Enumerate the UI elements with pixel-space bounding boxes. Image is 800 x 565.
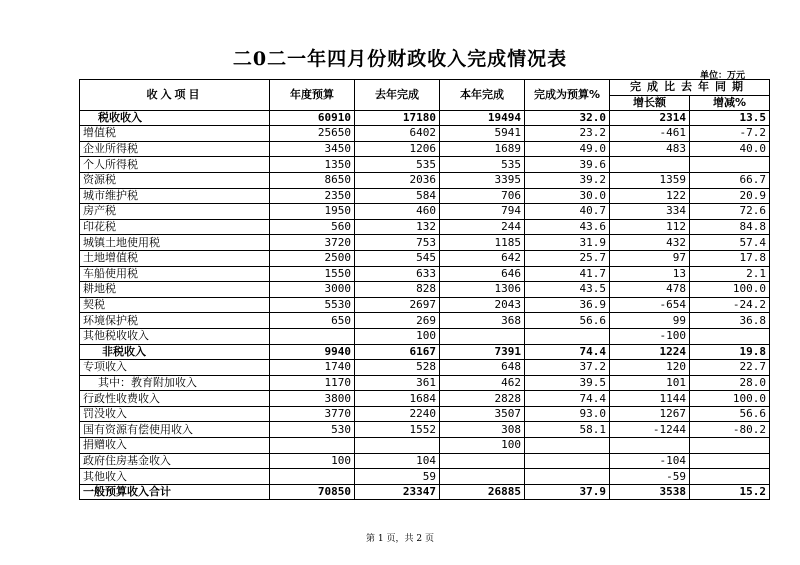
cell-pct-budget: 37.2: [525, 360, 610, 376]
cell-pct-budget: 74.4: [525, 391, 610, 407]
cell-increase: [610, 157, 690, 173]
row-item-name: 税收收入: [80, 110, 270, 126]
cell-budget: 3450: [270, 141, 355, 157]
table-row: [80, 204, 770, 220]
cell-increase-pct: [690, 438, 770, 454]
cell-pct-budget: 40.7: [525, 204, 610, 220]
cell-this-year: 462: [440, 375, 525, 391]
cell-pct-budget: 74.4: [525, 344, 610, 360]
cell-budget: 1950: [270, 204, 355, 220]
cell-last-year: 545: [355, 250, 440, 266]
cell-budget: 3770: [270, 406, 355, 422]
cell-increase-pct: 84.8: [690, 219, 770, 235]
table-row: [80, 188, 770, 204]
cell-pct-budget: [525, 438, 610, 454]
cell-last-year: 132: [355, 219, 440, 235]
table-row: [80, 328, 770, 344]
cell-pct-budget: 43.6: [525, 219, 610, 235]
row-item-name: 非税收入: [80, 344, 270, 360]
cell-last-year: 23347: [355, 484, 440, 500]
row-item-name: 环境保护税: [80, 313, 270, 329]
header-this-year: 本年完成: [440, 80, 525, 111]
table-row: [80, 344, 770, 360]
cell-increase: 1144: [610, 391, 690, 407]
cell-budget: [270, 469, 355, 485]
cell-budget: 9940: [270, 344, 355, 360]
cell-increase: -100: [610, 328, 690, 344]
cell-last-year: 17180: [355, 110, 440, 126]
cell-last-year: 6167: [355, 344, 440, 360]
row-item-name: 行政性收费收入: [80, 391, 270, 407]
cell-pct-budget: 49.0: [525, 141, 610, 157]
cell-pct-budget: [525, 469, 610, 485]
cell-this-year: 3395: [440, 172, 525, 188]
cell-increase: 1359: [610, 172, 690, 188]
row-item-name: 增值税: [80, 126, 270, 142]
cell-this-year: 19494: [440, 110, 525, 126]
cell-increase: 1267: [610, 406, 690, 422]
cell-increase: 1224: [610, 344, 690, 360]
row-item-name: 企业所得税: [80, 141, 270, 157]
cell-last-year: 753: [355, 235, 440, 251]
cell-increase-pct: 15.2: [690, 484, 770, 500]
cell-this-year: 308: [440, 422, 525, 438]
row-item-name: 契税: [80, 297, 270, 313]
cell-pct-budget: 31.9: [525, 235, 610, 251]
cell-pct-budget: 32.0: [525, 110, 610, 126]
cell-increase-pct: -7.2: [690, 126, 770, 142]
cell-last-year: 460: [355, 204, 440, 220]
row-item-name: 耕地税: [80, 282, 270, 298]
cell-pct-budget: [525, 453, 610, 469]
cell-this-year: 794: [440, 204, 525, 220]
table-row: [80, 235, 770, 251]
row-item-name: 国有资源有偿使用收入: [80, 422, 270, 438]
cell-last-year: 828: [355, 282, 440, 298]
cell-budget: 1350: [270, 157, 355, 173]
row-item-name: 土地增值税: [80, 250, 270, 266]
cell-increase-pct: 40.0: [690, 141, 770, 157]
row-item-name: 城镇土地使用税: [80, 235, 270, 251]
cell-increase-pct: -24.2: [690, 297, 770, 313]
cell-last-year: 584: [355, 188, 440, 204]
header-item: 收入项目: [80, 80, 270, 111]
cell-increase-pct: [690, 453, 770, 469]
cell-pct-budget: 58.1: [525, 422, 610, 438]
cell-this-year: 7391: [440, 344, 525, 360]
table-row: [80, 438, 770, 454]
cell-budget: 1740: [270, 360, 355, 376]
page-footer: 第 1 页，共 2 页: [366, 534, 434, 544]
cell-increase: 101: [610, 375, 690, 391]
cell-increase: 478: [610, 282, 690, 298]
cell-last-year: 2240: [355, 406, 440, 422]
cell-this-year: 3507: [440, 406, 525, 422]
cell-last-year: 100: [355, 328, 440, 344]
cell-this-year: 535: [440, 157, 525, 173]
cell-increase-pct: 2.1: [690, 266, 770, 282]
cell-budget: [270, 328, 355, 344]
table-row: [80, 219, 770, 235]
cell-last-year: 1552: [355, 422, 440, 438]
row-item-name: 城市维护税: [80, 188, 270, 204]
header-increase: 增长额: [610, 95, 690, 110]
cell-increase-pct: 72.6: [690, 204, 770, 220]
cell-budget: 650: [270, 313, 355, 329]
table-row: [80, 297, 770, 313]
cell-budget: 1170: [270, 375, 355, 391]
cell-last-year: 6402: [355, 126, 440, 142]
cell-this-year: 1689: [440, 141, 525, 157]
cell-increase-pct: 100.0: [690, 391, 770, 407]
cell-increase: 334: [610, 204, 690, 220]
cell-increase-pct: -80.2: [690, 422, 770, 438]
cell-increase: -104: [610, 453, 690, 469]
cell-pct-budget: 41.7: [525, 266, 610, 282]
cell-budget: 2350: [270, 188, 355, 204]
cell-increase: 97: [610, 250, 690, 266]
row-item-name: 罚没收入: [80, 406, 270, 422]
cell-increase: 120: [610, 360, 690, 376]
cell-budget: 70850: [270, 484, 355, 500]
cell-increase-pct: [690, 328, 770, 344]
revenue-table: [79, 79, 770, 500]
table-row: [80, 110, 770, 126]
table-row: [80, 453, 770, 469]
cell-this-year: 100: [440, 438, 525, 454]
cell-increase-pct: 20.9: [690, 188, 770, 204]
row-item-name: 房产税: [80, 204, 270, 220]
table-row: [80, 484, 770, 500]
cell-pct-budget: 30.0: [525, 188, 610, 204]
cell-pct-budget: 23.2: [525, 126, 610, 142]
cell-pct-budget: [525, 328, 610, 344]
cell-this-year: 5941: [440, 126, 525, 142]
cell-this-year: [440, 469, 525, 485]
table-row: [80, 406, 770, 422]
cell-last-year: 633: [355, 266, 440, 282]
row-item-name: 车船使用税: [80, 266, 270, 282]
row-item-name: 其他收入: [80, 469, 270, 485]
table-row: [80, 282, 770, 298]
cell-pct-budget: 93.0: [525, 406, 610, 422]
cell-last-year: 361: [355, 375, 440, 391]
cell-last-year: [355, 438, 440, 454]
table-row: [80, 375, 770, 391]
cell-this-year: 648: [440, 360, 525, 376]
cell-increase-pct: 100.0: [690, 282, 770, 298]
cell-increase: -59: [610, 469, 690, 485]
table-row: [80, 266, 770, 282]
row-item-name: 个人所得税: [80, 157, 270, 173]
cell-this-year: [440, 328, 525, 344]
cell-budget: 1550: [270, 266, 355, 282]
row-item-name: 一般预算收入合计: [80, 484, 270, 500]
cell-last-year: 1206: [355, 141, 440, 157]
cell-last-year: 59: [355, 469, 440, 485]
row-item-name: 政府住房基金收入: [80, 453, 270, 469]
page-title: 二0二一年四月份财政收入完成情况表: [232, 48, 568, 70]
cell-this-year: 26885: [440, 484, 525, 500]
cell-pct-budget: 36.9: [525, 297, 610, 313]
cell-last-year: 1684: [355, 391, 440, 407]
table-row: [80, 360, 770, 376]
cell-increase: 112: [610, 219, 690, 235]
cell-this-year: 244: [440, 219, 525, 235]
table-row: [80, 172, 770, 188]
cell-budget: 3000: [270, 282, 355, 298]
header-increase-pct: 增减%: [690, 95, 770, 110]
cell-increase-pct: 19.8: [690, 344, 770, 360]
cell-pct-budget: 43.5: [525, 282, 610, 298]
header-last-year: 去年完成: [355, 80, 440, 111]
cell-this-year: 2828: [440, 391, 525, 407]
cell-budget: 2500: [270, 250, 355, 266]
cell-increase-pct: 22.7: [690, 360, 770, 376]
row-item-name: 其他税收收入: [80, 328, 270, 344]
cell-pct-budget: 37.9: [525, 484, 610, 500]
row-item-name: 专项收入: [80, 360, 270, 376]
cell-last-year: 104: [355, 453, 440, 469]
cell-increase-pct: [690, 157, 770, 173]
table-row: [80, 250, 770, 266]
cell-budget: 5530: [270, 297, 355, 313]
cell-this-year: 1185: [440, 235, 525, 251]
cell-increase: 483: [610, 141, 690, 157]
cell-budget: [270, 438, 355, 454]
table-row: [80, 157, 770, 173]
cell-increase-pct: 57.4: [690, 235, 770, 251]
cell-increase-pct: 13.5: [690, 110, 770, 126]
cell-increase: [610, 438, 690, 454]
cell-budget: 3720: [270, 235, 355, 251]
header-annual-budget: 年度预算: [270, 80, 355, 111]
cell-this-year: 1306: [440, 282, 525, 298]
header-pct-budget: 完成为预算%: [525, 80, 610, 111]
cell-budget: 3800: [270, 391, 355, 407]
cell-last-year: 528: [355, 360, 440, 376]
cell-this-year: [440, 453, 525, 469]
unit-label: 单位：万元: [700, 71, 746, 81]
cell-last-year: 535: [355, 157, 440, 173]
cell-pct-budget: 39.6: [525, 157, 610, 173]
cell-pct-budget: 39.5: [525, 375, 610, 391]
cell-increase-pct: 36.8: [690, 313, 770, 329]
cell-pct-budget: 25.7: [525, 250, 610, 266]
cell-increase: -1244: [610, 422, 690, 438]
cell-increase-pct: 28.0: [690, 375, 770, 391]
cell-increase: 122: [610, 188, 690, 204]
cell-this-year: 646: [440, 266, 525, 282]
table-row: [80, 422, 770, 438]
cell-increase: 99: [610, 313, 690, 329]
cell-budget: 25650: [270, 126, 355, 142]
cell-this-year: 368: [440, 313, 525, 329]
cell-budget: 60910: [270, 110, 355, 126]
cell-budget: 530: [270, 422, 355, 438]
row-item-name: 其中：教育附加收入: [80, 375, 270, 391]
table-row: [80, 141, 770, 157]
table-row: [80, 313, 770, 329]
cell-last-year: 2036: [355, 172, 440, 188]
cell-last-year: 2697: [355, 297, 440, 313]
cell-increase-pct: [690, 469, 770, 485]
cell-budget: 560: [270, 219, 355, 235]
table-row: [80, 391, 770, 407]
table-row: [80, 126, 770, 142]
row-item-name: 印花税: [80, 219, 270, 235]
cell-increase: 432: [610, 235, 690, 251]
table-row: [80, 469, 770, 485]
cell-increase-pct: 17.8: [690, 250, 770, 266]
cell-this-year: 706: [440, 188, 525, 204]
cell-increase: 2314: [610, 110, 690, 126]
cell-pct-budget: 39.2: [525, 172, 610, 188]
cell-increase-pct: 56.6: [690, 406, 770, 422]
header-compare: 完成比去年同期: [610, 80, 770, 96]
cell-this-year: 2043: [440, 297, 525, 313]
cell-increase: 13: [610, 266, 690, 282]
cell-last-year: 269: [355, 313, 440, 329]
cell-budget: 8650: [270, 172, 355, 188]
cell-increase: 3538: [610, 484, 690, 500]
cell-increase: -654: [610, 297, 690, 313]
row-item-name: 捐赠收入: [80, 438, 270, 454]
row-item-name: 资源税: [80, 172, 270, 188]
cell-pct-budget: 56.6: [525, 313, 610, 329]
cell-this-year: 642: [440, 250, 525, 266]
cell-increase: -461: [610, 126, 690, 142]
cell-increase-pct: 66.7: [690, 172, 770, 188]
cell-budget: 100: [270, 453, 355, 469]
